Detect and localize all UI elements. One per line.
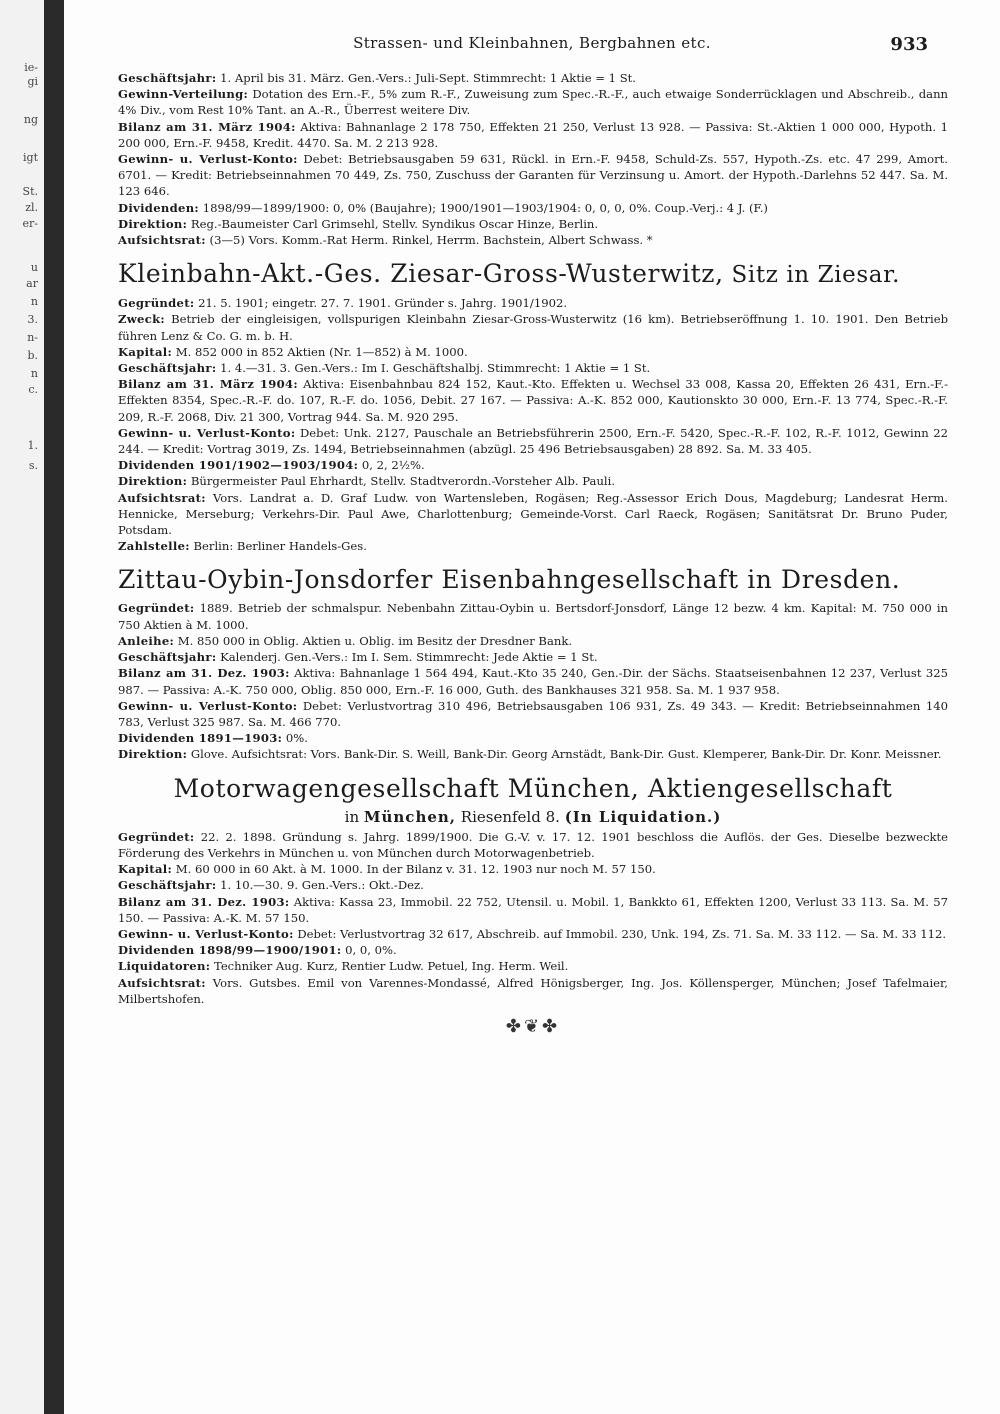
paragraph: Bilanz am 31. Dez. 1903: Aktiva: Bahnanlage 1 564 494, Kaut.-Kto 35 240, Gen.-Dir. der Sächs. Staatseisenbahnen 12 237, Verlust 325 987. — Passiva: A.-K. 750 000, Oblig. 850 000, Ern.-F. 16 000, Guth. des Bankhauses 321 958. Sa. M. 1 937 958.	[118, 666, 949, 697]
paragraph: Gewinn- u. Verlust-Konto: Debet: Unk. 2127, Pauschale an Betriebsführerin 2500, Ern.-F. 5420, Spec.-R.-F. 102, R.-F. 1012, Gewinn 22 244. — Kredit: Vortrag 3019, Zs. 1494, Betriebseinnahmen (abzügl. 25 496 Betriebsausgaben) 28 892. Sa. M. 33 405.	[118, 425, 949, 457]
entry-ziesar	[118, 258, 948, 554]
paragraph: Dividenden 1898/99—1900/1901: 0, 0, 0%.	[118, 943, 397, 958]
gutter-fragment: er-	[22, 217, 38, 230]
paragraph: Dividenden 1891—1903: 0%.	[118, 731, 308, 746]
page-number: 933	[890, 34, 928, 55]
gutter-fragment: b.	[27, 349, 38, 362]
gutter-fragment: 3.	[27, 313, 38, 326]
paragraph: Aufsichtsrat: Vors. Landrat a. D. Graf Ludw. von Wartensleben, Rogäsen; Reg.-Assessor Erich Dous, Magdeburg; Landesrat Herm. Hennicke, Merseburg; Verkehrs-Dir. Paul Awe, Charlottenburg; Gemeinde-Vorst. Carl Raeck, Rogäsen; Sanitätsrat Dr. Bruno Puder, Potsdam.	[118, 490, 948, 538]
paragraph: Bilanz am 31. Dez. 1903: Aktiva: Kassa 23, Immobil. 22 752, Utensil. u. Mobil. 1, Bankkto 61, Effekten 1200, Verlust 33 113. Sa. M. 57 150. — Passiva: A.-K. M. 57 150.	[118, 894, 948, 925]
gutter-fragment: n	[30, 295, 38, 308]
paragraph: Geschäftsjahr: 1. April bis 31. März. Gen.-Vers.: Juli-Sept. Stimmrecht: 1 Aktie = 1 St.	[118, 71, 636, 85]
paragraph: Direktion: Reg.-Baumeister Carl Grimsehl, Stellv. Syndikus Oscar Hinze, Berlin.	[118, 216, 599, 231]
gutter-fragment: zl.	[25, 201, 38, 214]
end-ornament: ✤❦✤	[505, 1015, 561, 1037]
gutter-fragment: n-	[27, 331, 38, 344]
gutter-fragment: s.	[28, 459, 38, 472]
running-head	[64, 34, 1000, 58]
paragraph: Gewinn- u. Verlust-Konto: Debet: Verlustvortrag 310 496, Betriebsausgaben 106 931, Zs. 49 343. — Kredit: Betriebseinnahmen 140 783, Verlust 325 987. Sa. M. 466 770.	[118, 698, 948, 729]
paragraph: Gewinn- u. Verlust-Konto: Debet: Betriebsausgaben 59 631, Rückl. in Ern.-F. 9458, Schuld-Zs. 557, Hypoth.-Zs. etc. 47 299, Amort. 6701. — Kredit: Betriebseinnahmen 70 449, Zs. 750, Zuschuss der Garanten für Verzinsung u. Amort. der Hypoth.-Darlehns 52 447. Sa. M. 123 646.	[118, 152, 948, 199]
paragraph: Aufsichtsrat: (3—5) Vors. Komm.-Rat Herm. Rinkel, Herrm. Bachstein, Albert Schwass. *	[118, 233, 653, 248]
book-spine	[44, 0, 64, 1414]
paragraph: Dividenden 1901/1902—1903/1904: 0, 2, 2½%.	[118, 458, 425, 473]
paragraph: Gewinn-Verteilung: Dotation des Ern.-F., 5% zum R.-F., Zuweisung zum Spec.-R.-F., auch etwaige Sonderrücklagen und Abschreib., dann 4% Div., vom Rest 10% Tant. an A.-R., Überrest weitere Div.	[118, 87, 948, 118]
paragraph: Aufsichtsrat: Vors. Gutsbes. Emil von Varennes-Mondassé, Alfred Hönigsberger, Ing. Jos. Köllensperger, München; Josef Tafelmaier, Milbertshofen.	[118, 975, 948, 1006]
gutter-fragment: St.	[22, 185, 38, 198]
paragraph: Kapital: M. 60 000 in 60 Akt. à M. 1000. In der Bilanz v. 31. 12. 1903 nur noch M. 57 150.	[118, 862, 656, 877]
paragraph: Dividenden: 1898/99—1899/1900: 0, 0% (Baujahre); 1900/1901—1903/1904: 0, 0, 0, 0%. Coup.-Verj.: 4 J. (F.)	[118, 200, 768, 215]
company-seat: Sitz in Ziesar.	[723, 262, 901, 289]
paragraph: Gewinn- u. Verlust-Konto: Debet: Verlustvortrag 32 617, Abschreib. auf Immobil. 230, Unk. 194, Zs. 71. Sa. M. 33 112. — Sa. M. 33 112.	[118, 926, 947, 941]
gutter-fragment: ie-	[24, 61, 38, 74]
gutter-fragment: n	[30, 367, 38, 380]
gutter-fragment: ng	[23, 113, 38, 126]
liquidation-status: (In Liquidation.)	[564, 807, 722, 826]
paragraph: Geschäftsjahr: 1. 10.—30. 9. Gen.-Vers.: Okt.-Dez.	[118, 878, 424, 893]
paragraph: Geschäftsjahr: 1. 4.—31. 3. Gen.-Vers.: Im I. Geschäftshalbj. Stimmrecht: 1 Aktie = 1 St.	[118, 361, 651, 376]
paragraph: Bilanz am 31. März 1904: Aktiva: Bahnanlage 2 178 750, Effekten 21 250, Verlust 13 928. — Passiva: St.-Aktien 1 000 000, Hypoth. 1 200 000, Ern.-F. 9458, Kredit. 4470. Sa. M. 2 213 928.	[118, 119, 948, 150]
entry-continuation	[118, 70, 948, 248]
gutter-fragment: c.	[28, 383, 38, 396]
company-title: Zittau-Oybin-Jonsdorfer Eisenbahngesellschaft in Dresden.	[118, 565, 901, 595]
entry-zittau	[118, 564, 948, 762]
paragraph: Anleihe: M. 850 000 in Oblig. Aktien u. Oblig. im Besitz der Dresdner Bank.	[118, 633, 573, 648]
paragraph: Gegründet: 22. 2. 1898. Gründung s. Jahrg. 1899/1900. Die G.-V. v. 17. 12. 1901 beschloss die Auflös. der Ges. Dieselbe bezweckte Förderung des Verkehrs in München u. von München durch Motorwagenbetrieb.	[118, 829, 948, 860]
entry-motorwagen	[118, 773, 948, 1036]
paragraph: Zahlstelle: Berlin: Berliner Handels-Ges.	[118, 539, 367, 554]
left-margin-gutter	[0, 0, 44, 1414]
paragraph: Zweck: Betrieb der eingleisigen, vollspurigen Kleinbahn Ziesar-Gross-Wusterwitz (16 km). Betriebseröffnung 1. 10. 1901. Den Betrieb führen Lenz & Co. G. m. b. H.	[118, 312, 948, 343]
gutter-fragment: 1.	[27, 439, 38, 452]
page-content	[118, 70, 948, 1045]
paragraph: Bilanz am 31. März 1904: Aktiva: Eisenbahnbau 824 152, Kaut.-Kto. Effekten u. Wechsel 33 008, Kassa 20, Effekten 26 431, Ern.-F.-Effekten 8354, Spec.-R.-F. do. 107, R.-F. do. 1056, Debit. 27 167. — Passiva: A.-K. 852 000, Kautionskto 30 000, Ern.-F. 13 774, Spec.-R.-F. 209, R.-F. 2068, Div. 21 300, Vortrag 944. Sa. M. 920 295.	[118, 377, 949, 424]
company-title: Kleinbahn-Akt.-Ges. Ziesar-Gross-Wusterwitz, Sitz in Ziesar.	[118, 259, 901, 289]
company-title: Motorwagengesellschaft München, Aktiengesellschaft	[173, 773, 893, 803]
running-head-title: Strassen- und Kleinbahnen, Bergbahnen etc.	[353, 34, 711, 52]
paragraph: Gegründet: 21. 5. 1901; eingetr. 27. 7. 1901. Gründer s. Jahrg. 1901/1902.	[118, 296, 568, 311]
gutter-fragment: gi	[27, 75, 38, 88]
subtitle-city: München,	[363, 807, 457, 826]
gutter-fragment: igt	[23, 151, 38, 164]
gutter-fragment: u	[30, 261, 38, 274]
gutter-fragment: ar	[26, 277, 38, 290]
paragraph: Direktion: Glove. Aufsichtsrat: Vors. Bank-Dir. S. Weill, Bank-Dir. Georg Arnstädt, Bank-Dir. Gust. Klemperer, Bank-Dir. Dr. Konr. Meissner.	[118, 747, 942, 762]
company-subtitle: in München, Riesenfeld 8. (In Liquidation.)	[344, 807, 722, 826]
paragraph: Liquidatoren: Techniker Aug. Kurz, Rentier Ludw. Petuel, Ing. Herm. Weil.	[118, 959, 569, 974]
paragraph: Direktion: Bürgermeister Paul Ehrhardt, Stellv. Stadtverordn.-Vorsteher Alb. Pauli.	[118, 474, 616, 489]
document-page	[64, 0, 1000, 1414]
paragraph: Geschäftsjahr: Kalenderj. Gen.-Vers.: Im I. Sem. Stimmrecht: Jede Aktie = 1 St.	[118, 650, 598, 665]
paragraph: Kapital: M. 852 000 in 852 Aktien (Nr. 1—852) à M. 1000.	[118, 344, 468, 359]
paragraph: Gegründet: 1889. Betrieb der schmalspur. Nebenbahn Zittau-Oybin u. Bertsdorf-Jonsdorf, Länge 12 bezw. 4 km. Kapital: M. 750 000 in 750 Aktien à M. 1000.	[118, 601, 948, 632]
